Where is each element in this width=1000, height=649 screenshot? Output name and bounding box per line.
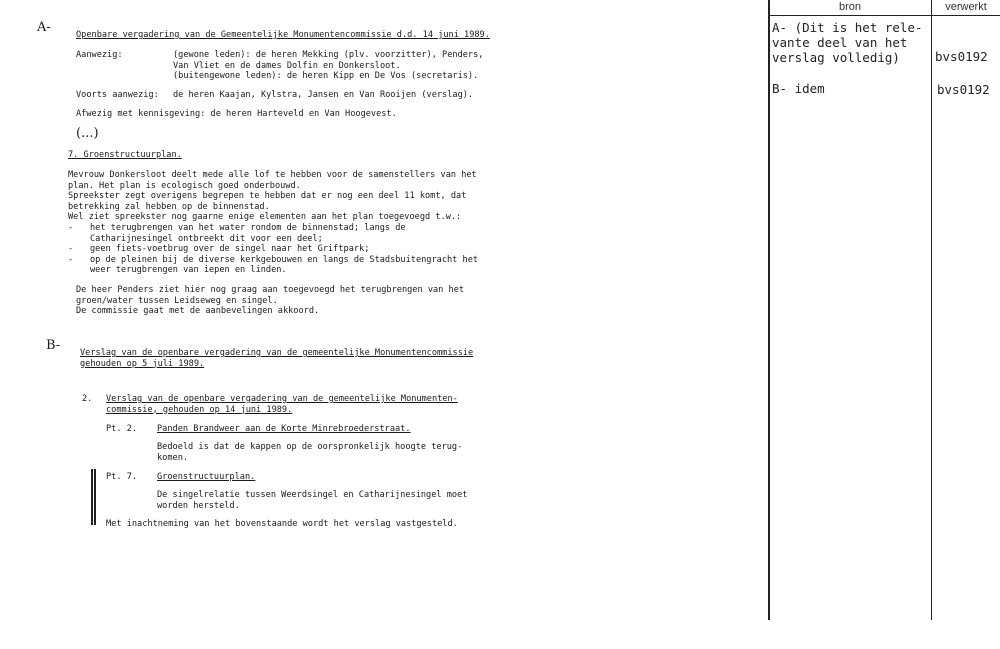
pt7-title: Groenstructuurplan.: [157, 472, 256, 482]
pt2-title: Panden Brandweer aan de Korte Minrebroederstraat.: [157, 424, 411, 434]
section-b-marker: B-: [46, 338, 61, 353]
item-7-heading: 7. Groenstructuurplan.: [68, 150, 182, 160]
bullet-dash: -: [68, 244, 74, 255]
bullet-3-line-2: weer terugbrengen van iepen en linden.: [90, 265, 287, 276]
a-note-line-2: vante deel van het: [772, 35, 908, 50]
paragraph-1-line-2: plan. Het plan is ecologisch goed onderbouwd.: [68, 180, 301, 191]
a-note-line-3: verslag volledig): [772, 50, 900, 65]
pt7-text-line-2: worden hersteld.: [157, 500, 240, 511]
section-a-title: Openbare vergadering van de Gemeentelijke Monumentencommissie d.d. 14 juni 1989.: [76, 30, 490, 40]
pt2-text-line-1: Bedoeld is dat de kappen op de oorspronkelijk hoogte terug-: [157, 442, 463, 452]
column-header-bron: bron: [838, 1, 862, 13]
bullet-dash: -: [68, 223, 74, 233]
further-label: Voorts aanwezig:: [76, 90, 159, 100]
paragraph-2-line-1: De heer Penders ziet hier nog graag aan toegevoegd het terugbrengen van het: [76, 285, 465, 295]
bullet-1-line-2: Catharijnesingel ontbreekt dit voor een deel;: [90, 233, 323, 244]
bullet-dash: -: [68, 254, 74, 265]
pt7-label: Pt. 7.: [106, 472, 138, 482]
paragraph-1-line-3: Spreekster zegt overigens begrepen te hebben dat er nog een deel 11 komt, dat: [68, 191, 467, 202]
pt7-text-line-1: De singelrelatie tussen Weerdsingel en Catharijnesingel moet: [157, 490, 468, 500]
sidebar-left-border: [768, 0, 770, 620]
sidebar-column-divider: [931, 0, 932, 620]
section-b-title-line-1: Verslag van de openbare vergadering van de gemeentelijke Monumentencommissie: [80, 348, 474, 358]
absent-line: Afwezig met kennisgeving: de heren Harteveld en Van Hoogevest.: [76, 109, 397, 119]
margin-bar: [94, 469, 96, 525]
item-2-title-line-1: Verslag van de openbare vergadering van de gemeentelijke Monumenten-: [106, 394, 458, 404]
sidebar-header-divider: [768, 15, 1000, 16]
paragraph-2-line-2: groen/water tussen Leidseweg en singel.: [76, 295, 278, 306]
bullet-1-line-1: het terugbrengen van het water rondom de binnenstad; langs de: [90, 223, 406, 233]
section-b-title-line-2: gehouden op 5 juli 1989.: [80, 358, 205, 369]
bullet-3-line-1: op de pleinen bij de diverse kerkgebouwen en langs de Stadsbuitengracht het: [90, 254, 479, 265]
bullet-2: geen fiets-voetbrug over de singel naar het Griftpark;: [90, 244, 370, 255]
pt2-label: Pt. 2.: [106, 424, 138, 434]
present-line-3: (buitengewone leden): de heren Kipp en De Vos (secretaris).: [173, 71, 479, 82]
pt2-text-line-2: komen.: [157, 452, 189, 463]
paragraph-1-line-1: Mevrouw Donkersloot deelt mede alle lof te hebben voor de samenstellers van het: [68, 170, 477, 180]
closing-line: Met inachtneming van het bovenstaande wordt het verslag vastgesteld.: [106, 519, 458, 529]
item-2-number: 2.: [82, 394, 93, 404]
paragraph-2-line-3: De commissie gaat met de aanbevelingen akkoord.: [76, 306, 320, 317]
a-note-line-1: A- (Dit is het rele-: [772, 20, 923, 35]
present-line-2: Van Vliet en de dames Dolfin en Donkersloot.: [173, 60, 401, 71]
present-label: Aanwezig:: [76, 50, 123, 60]
column-header-verwerkt: verwerkt: [945, 1, 987, 13]
present-line-1: (gewone leden): de heren Mekking (plv. voorzitter), Penders,: [173, 50, 484, 60]
b-code: bvs0192: [937, 82, 990, 97]
margin-bar: [91, 469, 93, 525]
ellipsis: (...): [76, 126, 99, 141]
b-note: B- idem: [772, 81, 825, 96]
section-a-marker: A-: [37, 20, 51, 35]
a-code: bvs0192: [935, 49, 988, 64]
item-2-title-line-2: commissie, gehouden op 14 juni 1989.: [106, 404, 293, 415]
paragraph-1-line-5: Wel ziet spreekster nog gaarne enige elementen aan het plan toegevoegd t.w.:: [68, 212, 462, 223]
paragraph-1-line-4: betrekking zal hebben op de binnenstad.: [68, 201, 270, 212]
further-value: de heren Kaajan, Kylstra, Jansen en Van Rooijen (verslag).: [173, 90, 474, 100]
